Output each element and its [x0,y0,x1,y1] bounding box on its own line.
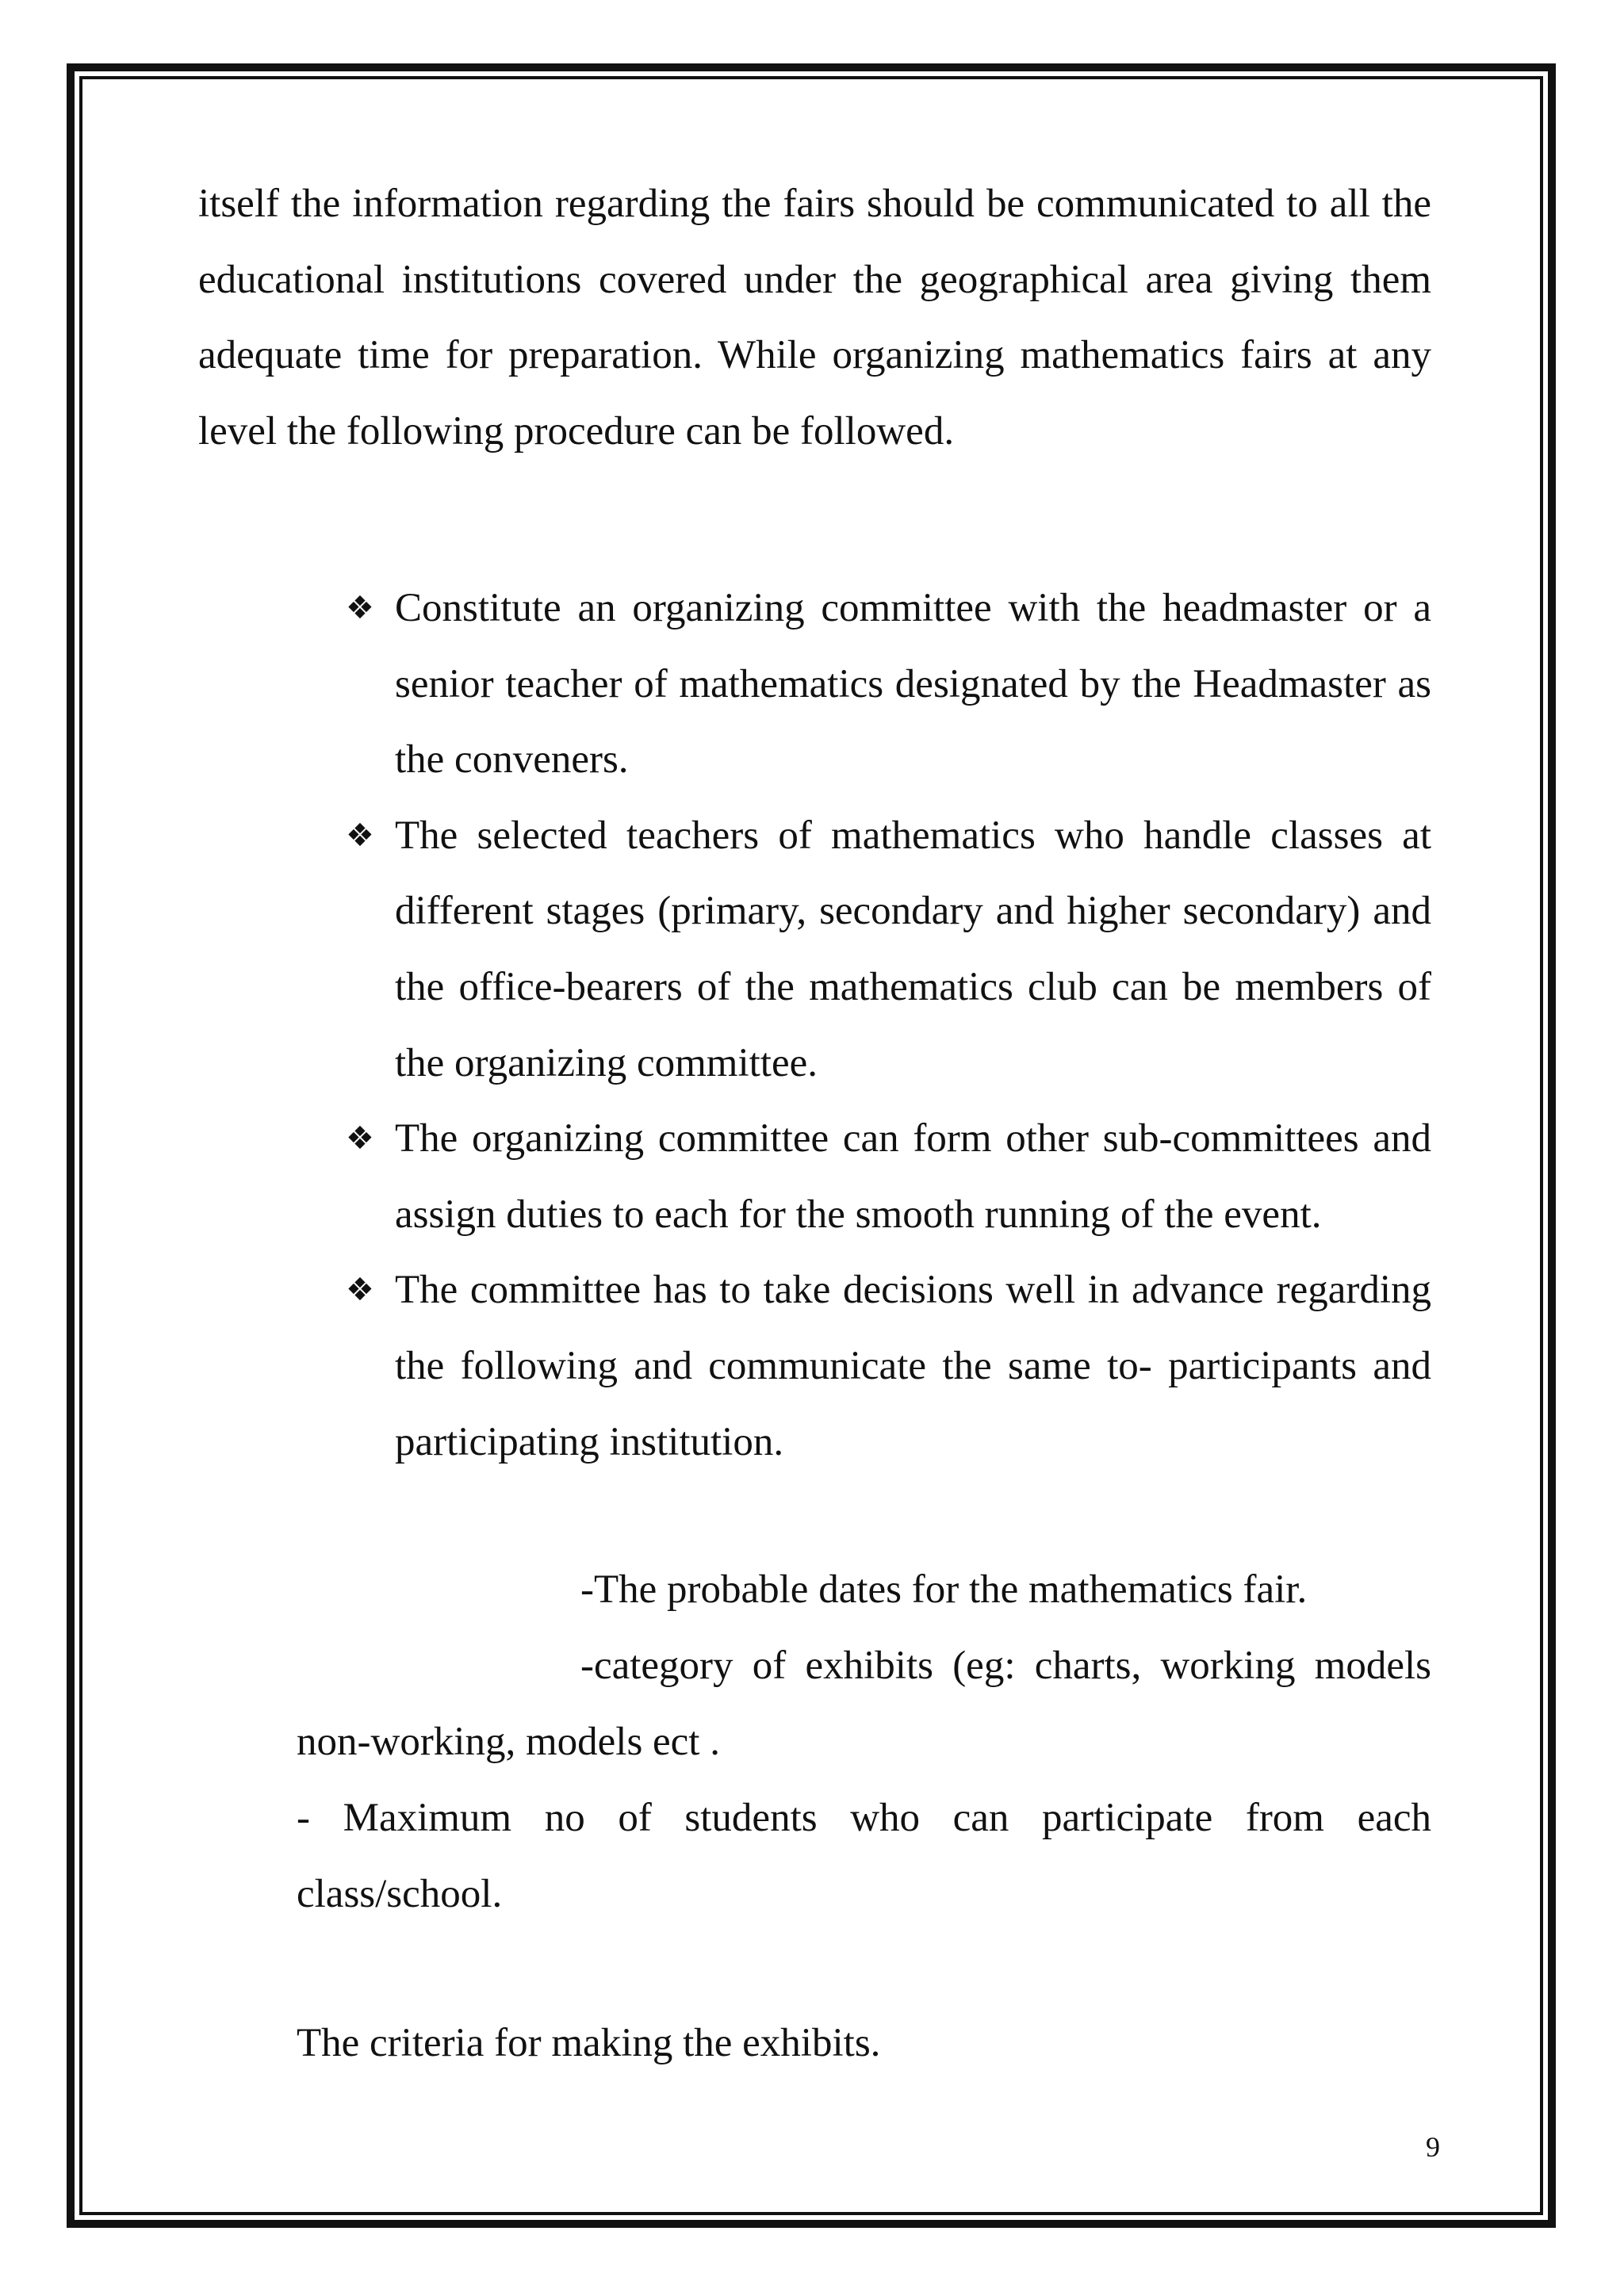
diamond-bullet-icon: ❖ [346,1120,374,1158]
decision-item-dates: -The probable dates for the mathematics fair. [580,1567,1308,1612]
procedure-item [346,1101,1431,1253]
intro-paragraph: itself the information regarding the fairs should be communicated to all the educational institutions covered under the geographical area giving them adequate time for preparation. While organizing mathematics fairs at any level the following procedure can be followed. [198,182,1431,453]
procedure-item-text: The selected teachers of mathematics who handle classes at different stages (primary, secondary and higher secondary) and the office-bearers of the mathematics club can be members of the organizing committee. [395,813,1431,1085]
diamond-bullet-icon: ❖ [346,817,374,854]
procedure-item [346,571,1431,798]
criteria-line: The criteria for making the exhibits. [297,2021,881,2065]
procedure-list [346,571,1431,1480]
decision-item-category: -category of exhibits (eg: charts, working models non-working, models ect . [297,1644,1431,1764]
procedure-item-text: Constitute an organizing committee with the headmaster or a senior teacher of mathematics designated by the Headmaster as the conveners. [395,586,1431,783]
decision-item-max-students: - Maximum no of students who can participate from each class/school. [297,1796,1431,1916]
procedure-item [346,798,1431,1101]
procedure-item-text: The committee has to take decisions well in advance regarding the following and communicate the same to- participants and participating institution. [395,1268,1431,1464]
procedure-item [346,1253,1431,1480]
procedure-item-text: The organizing committee can form other sub-committees and assign duties to each for the smooth running of the event. [395,1116,1431,1237]
diamond-bullet-icon: ❖ [346,1272,374,1309]
diamond-bullet-icon: ❖ [346,590,374,626]
page-number: 9 [1426,2131,1440,2163]
